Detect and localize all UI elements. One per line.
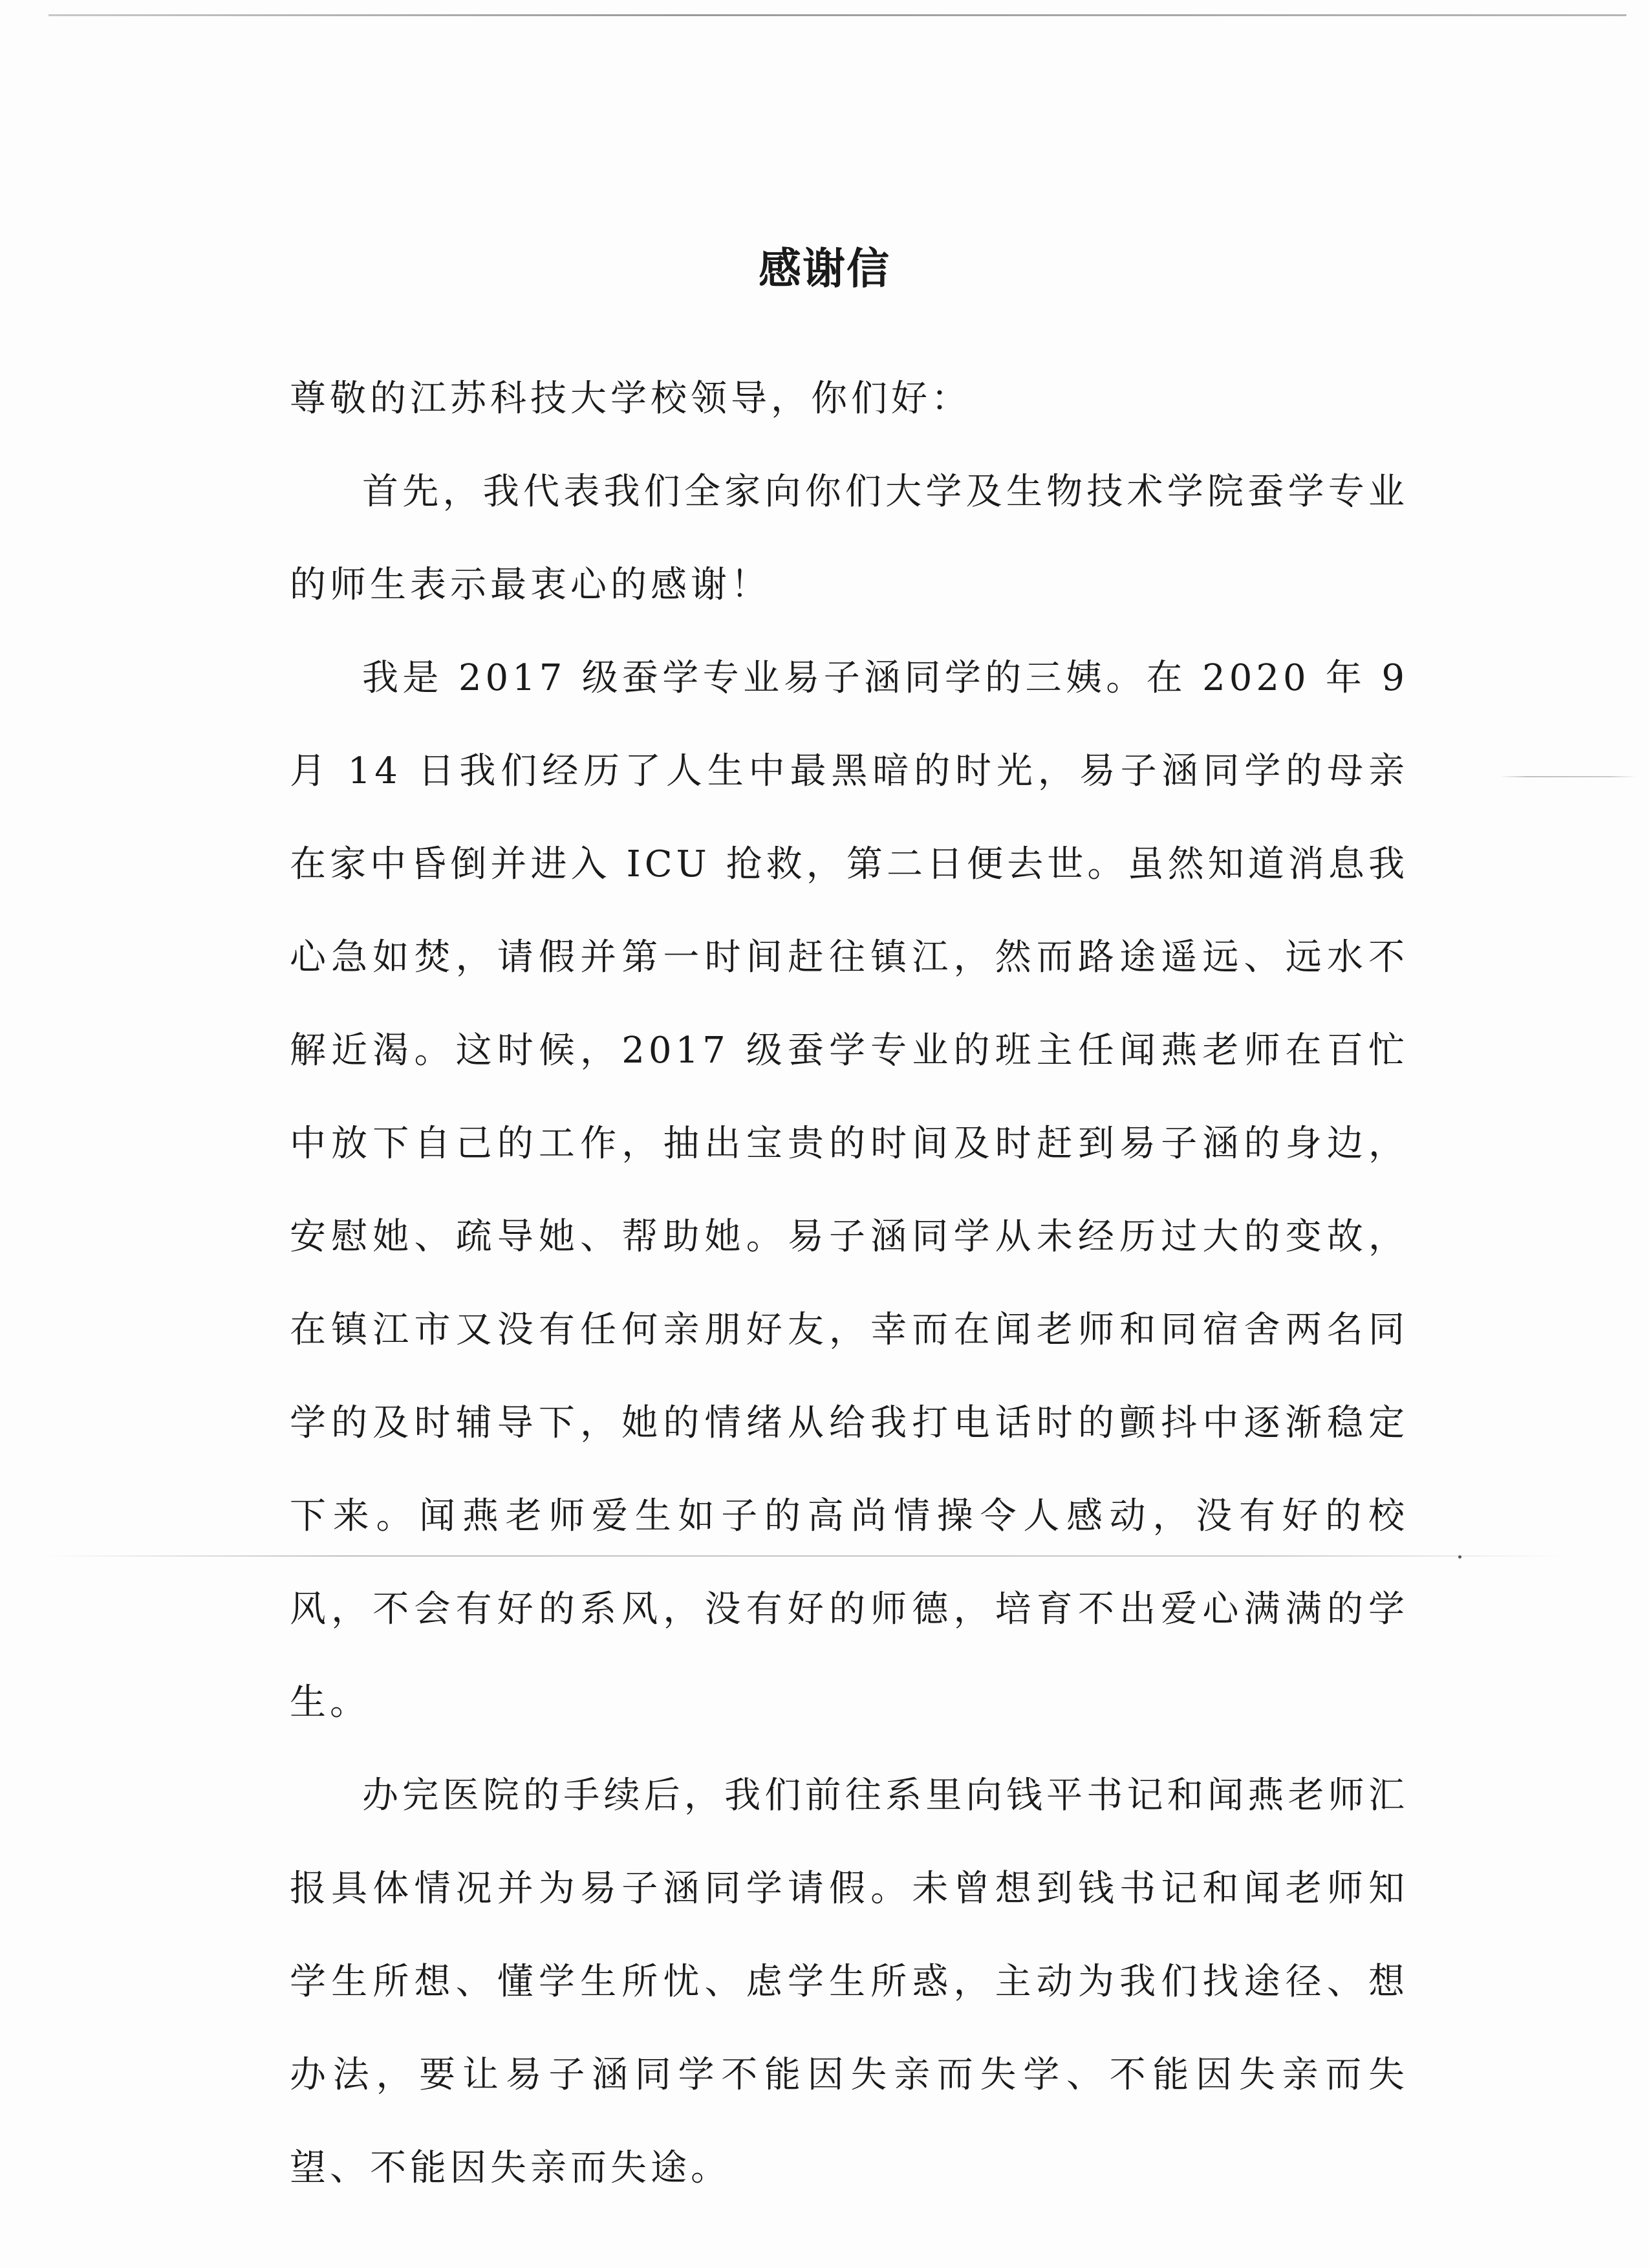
letter-title: 感谢信 (759, 243, 890, 294)
letter-salutation: 尊敬的江苏科技大学校领导，你们好： (290, 378, 971, 420)
scan-edge-line (48, 14, 1626, 16)
letter-paragraph: 办完医院的手续后，我们前往系里向钱平书记和闻燕老师汇报具体情况并为易子涵同学请假。未曾想到钱书记和闻老师知学生所想、懂学生所忧、虑学生所惑，主动为我们找途径、想办法，要让易子涵同学不能因失亲而失学、不能因失亲而失望、不能因失亲而失途。 (290, 1775, 1408, 2189)
scan-speck (1458, 1555, 1461, 1559)
letter-body (290, 352, 1408, 2215)
letter-paragraph: 首先，我代表我们全家向你们大学及生物技术学院蚕学专业的师生表示最衷心的感谢！ (290, 471, 1408, 606)
letter-paragraph: 我是 2017 级蚕学专业易子涵同学的三姨。在 2020 年 9 月 14 日我们经历了人生中最黑暗的时光，易子涵同学的母亲在家中昏倒并进入 ICU 抢救，第二日便去世。虽然知道消息我心急如焚，请假并第一时间赶往镇江，然而路途遥远、远水不解近渴。这时候，2017 级蚕学专业的班主任闻燕老师在百忙中放下自己的工作，抽出宝贵的时间及时赶到易子涵的身边，安慰她、疏导她、帮助她。易子涵同学从未经历过大的变故，在镇江市又没有任何亲朋好友，幸而在闻老师和同宿舍两名同学的及时辅导下，她的情绪从给我打电话时的颤抖中逐渐稳定下来。闻燕老师爱生如子的高尚情操令人感动，没有好的校风，不会有好的系风，没有好的师德，培育不出爱心满满的学生。 (290, 657, 1408, 1723)
paper-fold-mark (1500, 776, 1636, 777)
